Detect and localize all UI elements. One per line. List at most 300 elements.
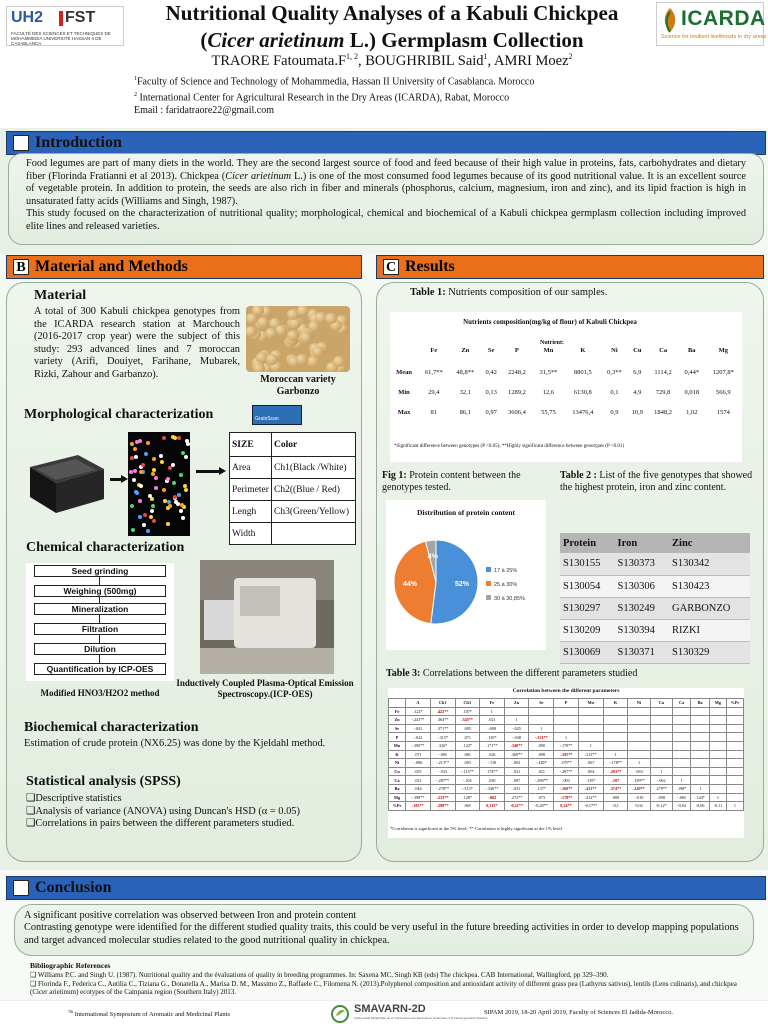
section-title: Conclusion	[35, 879, 112, 896]
table-cell: .413**	[578, 784, 603, 793]
legend-swatch	[486, 581, 491, 586]
author-email[interactable]: Email : faridatraore22@gmail.com	[134, 104, 274, 116]
table-cell: 81	[430, 408, 438, 416]
table-header-cell	[389, 699, 406, 708]
table-header-cell: Se	[529, 699, 554, 708]
table-row	[230, 501, 356, 523]
grain-dot	[179, 473, 183, 477]
table-cell: .122*	[406, 707, 431, 716]
section-title: Material and Methods	[35, 258, 188, 275]
conclusion-line-1: A significant positive correlation was observed between Iron and protein content	[24, 910, 357, 921]
table-cell	[672, 741, 691, 750]
fig1-caption: Fig 1: Protein content between the genotypes tested.	[382, 470, 521, 493]
fst-logo-subtitle: FACULTÉ DES SCIENCES ET TECHNIQUES DE MOHAMMEDIA UNIVERSITÉ HASSAN II DE CASABLANCA	[11, 31, 111, 46]
section-title: Introduction	[35, 134, 122, 151]
affiliation-1: $^1$Faculty of Science and Technology of Mohammedia, Hassan II University of Casablanca. Morocco	[134, 76, 535, 88]
table-cell	[650, 733, 672, 742]
table-cell: .073	[529, 793, 554, 802]
table-cell: 1	[578, 741, 603, 750]
table-header-cell: Ch3	[455, 699, 479, 708]
table-row	[390, 402, 742, 422]
table-cell: Width	[230, 523, 272, 545]
table-cell: .422**	[430, 707, 455, 716]
table-header-cell: Fe	[479, 699, 504, 708]
table-cell: Ch1(Black /White)	[272, 457, 356, 479]
section-title: Results	[405, 258, 455, 275]
reference-item: ❑ Florinda F., Federica C., Autilia C., Tiziana G., Donatella A., Marisa D. M., Massimo Z., Raffaele C., Filomena N. (2013).Polyphenol composition and antioxidant activity of different grass pea (Lathyrus sativus), lentils (Lens culinaris), and chickpea (Cicer arietinum) ecotypes of the Campania region (Southern Italy) 2013.	[30, 979, 737, 997]
affiliations	[134, 73, 534, 117]
table-cell: .065	[455, 802, 479, 811]
grain-dot	[150, 497, 154, 501]
table-cell: S130373	[615, 553, 670, 575]
table-header-cell: Ni	[628, 699, 650, 708]
grain-dot	[138, 499, 142, 503]
table-cell: %Pr	[389, 802, 406, 811]
table-cell	[504, 707, 529, 716]
grain-dot	[144, 452, 148, 456]
table-cell	[672, 750, 691, 759]
table-cell: -.005	[430, 750, 455, 759]
table-cell: Zn	[389, 716, 406, 725]
table-cell	[603, 741, 628, 750]
scanner-icon	[24, 437, 108, 521]
grain-dot	[183, 484, 187, 488]
table-cell: 1	[628, 759, 650, 768]
table-cell: .030	[479, 776, 504, 785]
table-cell: .003	[455, 759, 479, 768]
arrow-icon	[110, 478, 122, 481]
chickpea-photo	[246, 306, 350, 372]
table-cell: S130423	[669, 575, 750, 597]
table-cell	[709, 716, 726, 725]
table-cell: 29,4	[428, 388, 440, 396]
material-text: A total of 300 Kabuli chickpea genotypes from the ICARDA research station at Marchouch (2016-2017 crop year) were the subject of this study: 293 advanced lines and 7 moroccan variety (Arifi, Douiyet, Farihane, Mubarek, Rizki, Zahour and Garbanzo).	[34, 306, 240, 380]
table-cell: .071	[406, 750, 431, 759]
table-cell: .183**	[406, 802, 431, 811]
table-cell: 1	[726, 802, 743, 811]
table-cell: -.010	[628, 793, 650, 802]
table-cell: -.062	[650, 776, 672, 785]
icp-caption: Inductively Coupled Plasma-Optical Emission Spectroscopy.(ICP-OES)	[176, 678, 354, 699]
table-header-cell: Cu	[650, 699, 672, 708]
table-cell	[603, 733, 628, 742]
flow-step: Mineralization	[34, 603, 166, 615]
table-row	[390, 382, 742, 402]
table-cell	[709, 724, 726, 733]
table-cell	[603, 707, 628, 716]
poster-title-line1: Nutritional Quality Analyses of a Kabuli Chickpea	[165, 1, 619, 25]
flow-caption: Modified HNO3/H2O2 method	[40, 688, 160, 698]
footer-right: SIPAM 2019, 18-20 April 2019, Faculty of Sciences El Jadida-Morocco.	[484, 1009, 673, 1016]
table-cell: Min	[398, 388, 410, 396]
section-conclusion-bar	[6, 876, 766, 900]
list-item: ❑Correlations in pairs between the different parameters studied.	[26, 818, 295, 830]
grain-dot	[168, 504, 172, 508]
section-letter: C	[383, 259, 399, 275]
table-header-cell: K	[580, 346, 586, 354]
grain-dot	[135, 491, 139, 495]
table-cell: 729,8	[655, 388, 671, 396]
table-cell	[529, 716, 554, 725]
table-cell: Ba	[389, 784, 406, 793]
table-cell: .249**	[628, 784, 650, 793]
chem-heading: Chemical characterization	[26, 540, 185, 555]
table-header-cell: K	[603, 699, 628, 708]
table-cell	[726, 776, 743, 785]
grainscan-logo	[252, 405, 302, 425]
table-cell: -.298**	[529, 776, 554, 785]
table-cell: .107*	[455, 707, 479, 716]
grain-dot	[179, 509, 183, 513]
table-cell: 1	[529, 724, 554, 733]
table-cell: 1,02	[686, 408, 698, 416]
grain-scan-image	[128, 432, 190, 536]
table-cell: -.086	[406, 759, 431, 768]
table-header-row	[389, 699, 744, 708]
table-cell: -.243**	[406, 716, 431, 725]
table-cell	[578, 724, 603, 733]
table-header-cell	[390, 338, 418, 362]
table-cell: Mg	[389, 793, 406, 802]
table-cell: -0,21**	[504, 802, 529, 811]
table-cell: S130329	[669, 641, 750, 663]
grain-dot	[150, 509, 154, 513]
table-cell: -.041	[406, 724, 431, 733]
table-cell: -.287**	[554, 767, 579, 776]
stat-list	[26, 793, 346, 831]
table-cell: .097	[504, 776, 529, 785]
footer-mid-sub: Symposium Maghrébin de la Valorisation des Ressources Naturelles et le Développement Durable	[354, 1016, 488, 1020]
legend-swatch	[486, 567, 491, 572]
table3-grid	[388, 698, 744, 811]
chickpea-grain	[265, 328, 277, 339]
table-row	[390, 362, 742, 382]
table-cell: -.113**	[455, 767, 479, 776]
table-cell: 8801,5	[573, 368, 592, 376]
table-cell	[691, 750, 710, 759]
table-cell: .055	[406, 767, 431, 776]
flow-arrow-icon	[99, 615, 100, 623]
table-cell: 61,7**	[424, 368, 443, 376]
table-header-cell: Se	[487, 346, 495, 354]
table-cell: -.287**	[430, 776, 455, 785]
table-cell: 1114,2	[654, 368, 672, 376]
table-cell: .233**	[430, 793, 455, 802]
grain-dot	[173, 495, 177, 499]
table-cell: P	[389, 733, 406, 742]
table-cell	[726, 724, 743, 733]
table-header-cell: Fe	[430, 346, 438, 354]
table-row	[389, 767, 744, 776]
table-cell	[554, 707, 579, 716]
table-cell: -.390**	[406, 741, 431, 750]
table-cell: 13476,4	[572, 408, 594, 416]
table-cell: 55,75	[541, 408, 556, 416]
table-cell: 1848,2	[654, 408, 673, 416]
grain-dot	[166, 477, 170, 481]
table-cell: .174**	[479, 767, 504, 776]
table-cell: 3606,4	[507, 408, 526, 416]
table-cell: 1	[672, 776, 691, 785]
table-cell: 4,9	[633, 388, 642, 396]
table-cell: 2248,2	[507, 368, 526, 376]
morph-table	[229, 432, 356, 545]
table-cell	[554, 716, 579, 725]
table-cell	[672, 759, 691, 768]
fst-logo	[6, 6, 124, 46]
table-cell: -0,06	[691, 802, 710, 811]
table-header-cell: Zn	[461, 346, 470, 354]
poster-header	[0, 0, 768, 130]
table-row	[389, 724, 744, 733]
table-cell: .021	[406, 776, 431, 785]
table-cell: 0,9	[610, 408, 619, 416]
table-cell: 0,115*	[479, 802, 504, 811]
chickpea-grain	[253, 363, 265, 372]
table-cell: .122*	[455, 741, 479, 750]
table-row	[389, 707, 744, 716]
pie-data-label: 44%	[403, 581, 418, 589]
grain-dot	[152, 519, 156, 523]
table-row	[389, 802, 744, 811]
table-cell: 1	[603, 750, 628, 759]
table2-grid	[560, 533, 750, 664]
table-cell	[650, 750, 672, 759]
table-cell: 566,9	[716, 388, 731, 396]
table-cell: -.313*	[455, 784, 479, 793]
flow-arrow-icon	[99, 635, 100, 643]
table1-title: Nutrients composition(mg/kg of flour) of Kabuli Chickpea	[463, 318, 637, 326]
table-cell: .090	[529, 741, 554, 750]
table-cell: .003	[554, 776, 579, 785]
icp-oes-photo	[200, 560, 334, 674]
footer	[0, 1000, 768, 1024]
legend-entry: 25 à 30%	[494, 582, 518, 588]
table-cell: .026	[479, 750, 504, 759]
table-cell: -.118	[479, 759, 504, 768]
table-cell	[709, 784, 726, 793]
footer-left: $^{7th}$ International Symposium of Aromatic and Medicinal Plants	[68, 1009, 231, 1019]
table-cell: Max	[397, 408, 411, 416]
table-cell	[650, 707, 672, 716]
table-cell: S130297	[560, 597, 615, 619]
pie-data-label: 4%	[427, 553, 438, 561]
table-cell: .107	[603, 776, 628, 785]
table-cell: .199**	[628, 776, 650, 785]
table-cell: 86,1	[459, 408, 472, 416]
table-cell: .119*	[578, 776, 603, 785]
grain-dot	[172, 481, 176, 485]
section-methods-bar	[6, 255, 362, 279]
table-cell	[709, 707, 726, 716]
grain-dot	[181, 516, 185, 520]
table-cell: -.178**	[554, 793, 579, 802]
table1-note: *Significant difference between genotypes (P <0.05); **Highly significant difference between genotypes (P <0.01)	[394, 444, 625, 449]
table-row	[560, 575, 750, 597]
table-cell: .004	[578, 767, 603, 776]
table-cell	[709, 733, 726, 742]
icarda-leaf-icon	[661, 7, 679, 33]
table-header-cell: Ba	[687, 346, 696, 354]
grain-dot	[177, 436, 181, 440]
table-cell: .139*	[479, 733, 504, 742]
table-cell: -.033	[430, 767, 455, 776]
table-cell: .272**	[504, 793, 529, 802]
table3	[388, 688, 744, 838]
bio-heading: Biochemical characterization	[24, 720, 199, 735]
table-cell	[726, 716, 743, 725]
icarda-tagline: Science for resilient livelihoods in dry areas	[661, 34, 767, 40]
grain-dot	[149, 515, 153, 519]
table-cell	[672, 724, 691, 733]
table-row	[560, 597, 750, 619]
grain-dot	[138, 515, 142, 519]
variety-caption: Moroccan variety Garbonzo	[260, 374, 336, 397]
table-cell: Area	[230, 457, 272, 479]
table-cell: .021	[479, 716, 504, 725]
table-cell: .298**	[430, 802, 455, 811]
table-cell	[672, 767, 691, 776]
section-letter: A	[13, 135, 29, 151]
grain-dot	[154, 486, 158, 490]
table-cell	[726, 759, 743, 768]
grain-dot	[141, 463, 145, 467]
table-cell: Ca	[389, 776, 406, 785]
table-cell: .098	[529, 750, 554, 759]
table-cell: .144*	[691, 793, 710, 802]
section-letter: B	[13, 259, 29, 275]
table-cell: Mean	[396, 368, 412, 376]
table2-caption: Table 2 : List of the five genotypes that showed the highest protein, iron and zinc content.	[560, 470, 753, 493]
table-row	[230, 479, 356, 501]
table-cell	[650, 741, 672, 750]
table-cell	[650, 759, 672, 768]
flow-step: Seed grinding	[34, 565, 166, 577]
chickpea-grain	[325, 313, 337, 324]
table-cell: -.278**	[430, 784, 455, 793]
table-row	[230, 523, 356, 545]
table-cell: 0,018	[684, 388, 700, 396]
table-cell: .063	[628, 767, 650, 776]
icarda-logo	[656, 2, 767, 46]
table-cell	[628, 724, 650, 733]
table3-caption: Table 3: Correlations between the different parameters studied	[386, 668, 638, 679]
table-cell: 1289,2	[507, 388, 526, 396]
table-cell: .379**	[554, 759, 579, 768]
table-cell: K	[389, 750, 406, 759]
grain-dot	[159, 454, 163, 458]
table-cell: .002	[504, 759, 529, 768]
table-cell: .412**	[578, 793, 603, 802]
table1	[390, 312, 742, 462]
table-cell	[603, 716, 628, 725]
table-cell	[272, 523, 356, 545]
table-cell: Mn	[389, 741, 406, 750]
uh2-logo-text: UH2	[11, 9, 44, 26]
chickpea-grain	[333, 356, 345, 367]
material-heading: Material	[34, 288, 87, 303]
list-item: ❑Descriptive statistics	[26, 793, 122, 804]
table-cell: 0,42	[485, 368, 497, 376]
table-cell: -.398**	[406, 793, 431, 802]
table-cell: .009	[603, 793, 628, 802]
protein-pie-chart	[386, 500, 546, 650]
table-header-row	[390, 338, 742, 362]
table-cell: 1	[691, 784, 710, 793]
table-cell	[672, 733, 691, 742]
table-cell: RIZKI	[669, 619, 750, 641]
table-header-cell: %Pr	[726, 699, 743, 708]
table-cell: .371**	[430, 724, 455, 733]
intro-text	[26, 158, 746, 233]
references	[30, 962, 750, 997]
table-cell: 0,44*	[684, 368, 700, 376]
table-cell: .213**	[578, 750, 603, 759]
grain-dot	[160, 460, 164, 464]
table-header-cell: Zinc	[669, 533, 750, 553]
table-cell: -.104	[455, 776, 479, 785]
table-header-cell: A	[406, 699, 431, 708]
section-letter: D	[13, 880, 29, 896]
table-cell: .098	[650, 793, 672, 802]
table-cell	[603, 724, 628, 733]
section-results-bar	[376, 255, 764, 279]
intro-paragraph-1: Food legumes are part of many diets in the world. They are the second largest source of food and feed because of their high value in proteins, fats, carbohydrates and dietary fiber (Florinda Fratianni et al 2013). Chickpea (Cicer arietinum L.) is one of the most consumed food legumes because of its good nutritional value. It is an excellent source of vegetable protein. In addition to protein, the seeds are also rich in fiber and minerals (phosphorus, calcium, magnesium, iron and zinc), and its lipid fraction is high in unsaturated fatty acids (Williams and Singh, 1987).	[26, 158, 746, 207]
grain-dot	[130, 456, 134, 460]
table-cell	[691, 724, 710, 733]
table-cell	[691, 707, 710, 716]
grain-dot	[129, 470, 133, 474]
table-cell: .021	[529, 767, 554, 776]
smavarn-leaf-icon	[330, 1004, 350, 1024]
table-row	[389, 750, 744, 759]
table-cell: -0,04	[672, 802, 691, 811]
table1-group: Nutrient:	[540, 340, 564, 346]
table-header-cell: Iron	[615, 533, 670, 553]
table-cell: -0,17**	[578, 802, 603, 811]
table-cell	[709, 750, 726, 759]
table-cell: -.008	[479, 724, 504, 733]
table-row	[560, 553, 750, 575]
table-cell	[726, 750, 743, 759]
table-header-cell: Ba	[691, 699, 710, 708]
table-header-cell: Ni	[611, 346, 618, 354]
table-cell	[628, 707, 650, 716]
chickpea-grain	[300, 332, 312, 343]
fst-logo-text: FST	[65, 9, 96, 26]
table-cell: 1	[709, 793, 726, 802]
table-cell: -.042	[406, 733, 431, 742]
table-cell	[628, 716, 650, 725]
table-header-cell: Ca	[672, 699, 691, 708]
poster-title-line2: (Cicer arietinum L.) Germplasm Collection	[200, 28, 584, 52]
grain-dot	[184, 488, 188, 492]
grain-dot	[142, 523, 146, 527]
table-row	[389, 716, 744, 725]
list-item: ❑Analysis of variance (ANOVA) using Duncan's HSD (α = 0.05)	[26, 805, 300, 817]
table-cell	[691, 733, 710, 742]
table-cell: Lengh	[230, 501, 272, 523]
pie-data-label: 52%	[454, 581, 469, 589]
table-cell	[726, 793, 743, 802]
table-cell	[578, 733, 603, 742]
table-header-cell: Ca	[659, 346, 668, 354]
morph-heading: Morphological characterization	[24, 407, 214, 422]
table-cell: -0,12*	[650, 802, 672, 811]
table-cell: S130069	[560, 641, 615, 663]
flow-step: Dilution	[34, 643, 166, 655]
table-header-row	[560, 533, 750, 553]
